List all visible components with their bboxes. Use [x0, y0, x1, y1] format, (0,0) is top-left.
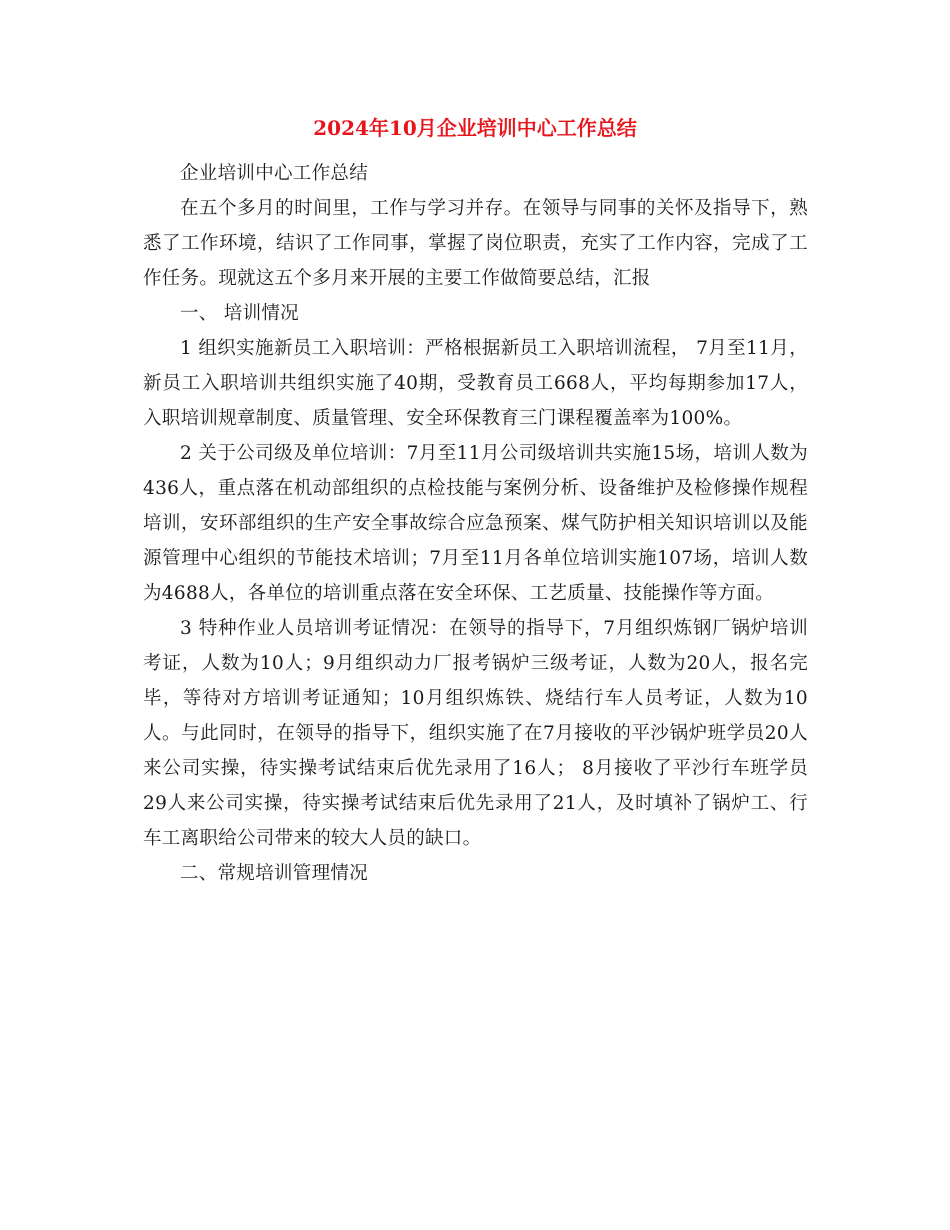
document-title: 2024年10月企业培训中心工作总结 [313, 116, 637, 140]
paragraph-subtitle: 企业培训中心工作总结 [180, 163, 369, 184]
paragraph-company-unit-training: 2 关于公司级及单位培训：7月至11月公司级培训共实施15场，培训人数为436人，重点落在机动部组织的点检技能与案例分析、设备维护及检修操作规程培训，安环部组织的生产安全事故综合应急预案、煤气防护相关知识培训以及能源管理中心组织的节能技术培训；7月至11月各单位培训实施107场，培训人数为4688人，各单位的培训重点落在安全环保、工艺质量、技能操作等方面。 [143, 443, 808, 604]
document-body [143, 156, 808, 891]
paragraph-intro: 在五个多月的时间里，工作与学习并存。在领导与同事的关怀及指导下，熟悉了工作环境，结识了工作同事，掌握了岗位职责，充实了工作内容，完成了工作任务。现就这五个多月来开展的主要工作做简要总结，汇报 [143, 198, 808, 289]
section-heading-training: 一、 培训情况 [180, 303, 299, 324]
paragraph-special-operations-certification: 3 特种作业人员培训考证情况：在领导的指导下，7月组织炼钢厂锅炉培训考证，人数为10人；9月组织动力厂报考锅炉三级考证，人数为20人，报名完毕，等待对方培训考证通知；10月组织炼铁、烧结行车人员考证，人数为10人。与此同时，在领导的指导下，组织实施了在7月接收的平沙锅炉班学员20人来公司实操，待实操考试结束后优先录用了16人； 8月接收了平沙行车班学员29人来公司实操，待实操考试结束后优先录用了21人，及时填补了锅炉工、行车工离职给公司带来的较大人员的缺口。 [143, 618, 808, 849]
section-heading-routine-management: 二、常规培训管理情况 [180, 863, 369, 884]
paragraph-new-employee-training: 1 组织实施新员工入职培训：严格根据新员工入职培训流程， 7月至11月，新员工入职培训共组织实施了40期，受教育员工668人，平均每期参加17人，入职培训规章制度、质量管理、安全环保教育三门课程覆盖率为100%。 [143, 338, 808, 429]
